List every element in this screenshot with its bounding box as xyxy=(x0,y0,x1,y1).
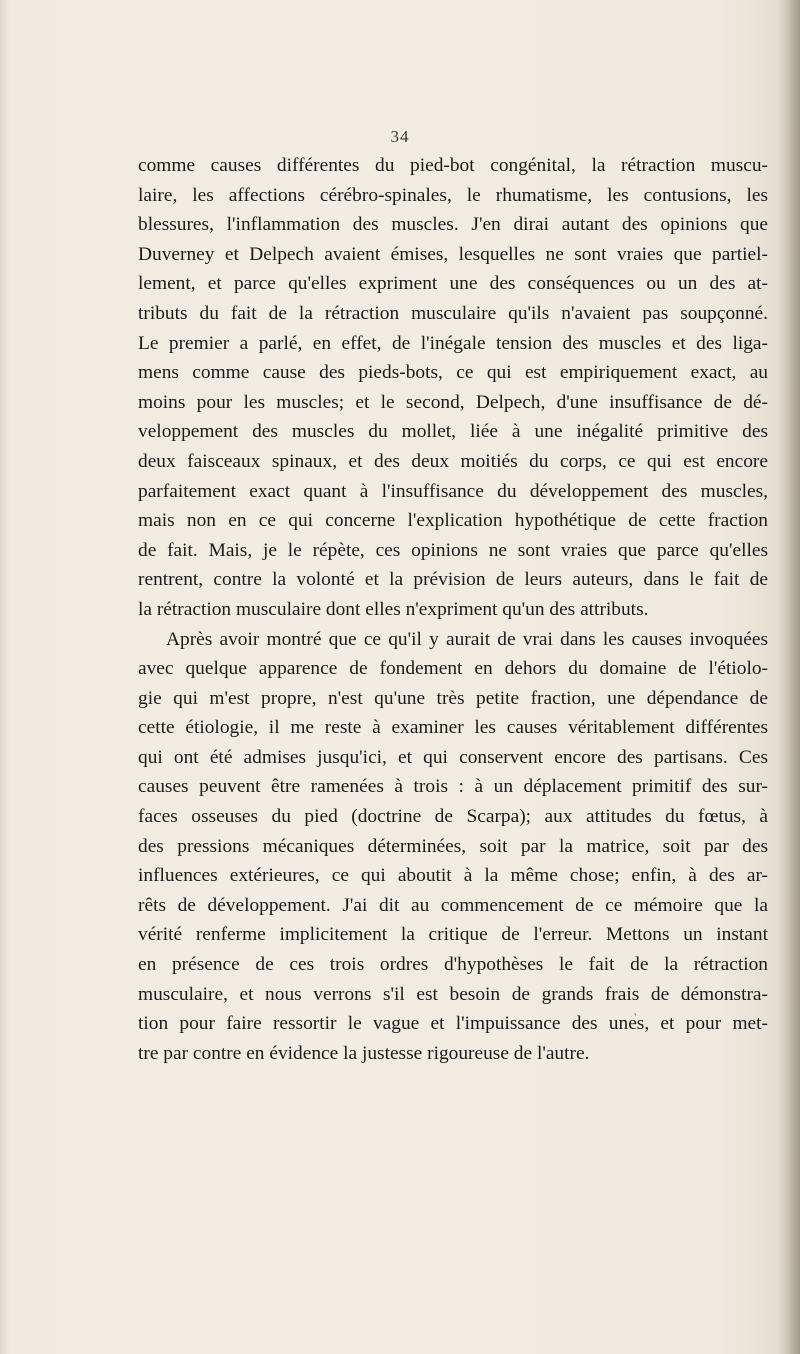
text-line: tion pour faire ressortir le vague et l'impuissance des unes, et pour met- xyxy=(138,1013,768,1035)
text-line: en présence de ces trois ordres d'hypothèses le fait de la rétraction xyxy=(138,954,768,976)
text-line: deux faisceaux spinaux, et des deux moitiés du corps, ce qui est encore xyxy=(138,450,768,472)
text-line: parfaitement exact quant à l'insuffisance du développement des muscles, xyxy=(138,480,768,502)
text-line: tre par contre en évidence la justesse rigoureuse de l'autre. xyxy=(138,1042,590,1064)
text-line: laire, les affections cérébro-spinales, le rhumatisme, les contusions, les xyxy=(138,184,768,206)
text-line: lement, et parce qu'elles expriment une des conséquences ou un des at- xyxy=(138,273,768,295)
ink-speck: ˏ xyxy=(632,1001,642,1017)
text-line: musculaire, et nous verrons s'il est besoin de grands frais de démonstra- xyxy=(138,983,768,1005)
text-line: avec quelque apparence de fondement en dehors du domaine de l'étiolo- xyxy=(138,658,768,680)
text-line: Duverney et Delpech avaient émises, lesquelles ne sont vraies que partiel- xyxy=(138,243,768,265)
text-line: vérité renferme implicitement la critique de l'erreur. Mettons un instant xyxy=(138,924,768,946)
text-line: qui ont été admises jusqu'ici, et qui conservent encore des partisans. Ces xyxy=(138,746,768,768)
text-line: comme causes différentes du pied-bot congénital, la rétraction muscu- xyxy=(138,155,768,176)
text-line: rentrent, contre la volonté et la prévision de leurs auteurs, dans le fait de xyxy=(138,569,768,591)
text-line: mens comme cause des pieds-bots, ce qui est empiriquement exact, au xyxy=(138,362,768,384)
text-line: tributs du fait de la rétraction musculaire qu'ils n'avaient pas soupçonné. xyxy=(138,302,768,324)
text-line: causes peuvent être ramenées à trois : à un déplacement primitif des sur- xyxy=(138,776,768,798)
text-line: de fait. Mais, je le répète, ces opinions ne sont vraies que parce qu'elles xyxy=(138,539,768,561)
text-line: Le premier a parlé, en effet, de l'inégale tension des muscles et des liga- xyxy=(138,332,768,354)
page-edge-shadow xyxy=(778,0,800,1354)
text-line: la rétraction musculaire dont elles n'expriment qu'un des attributs. xyxy=(138,598,649,620)
page-number: 34 xyxy=(390,127,410,146)
text-line-paragraph-start: Après avoir montré que ce qu'il y aurait de vrai dans les causes invoquées xyxy=(166,628,768,650)
text-line: rêts de développement. J'ai dit au commencement de ce mémoire que la xyxy=(138,894,768,916)
text-line: faces osseuses du pied (doctrine de Scarpa); aux attitudes du fœtus, à xyxy=(138,806,768,828)
text-line: influences extérieures, ce qui aboutit à la même chose; enfin, à des ar- xyxy=(138,865,768,887)
text-line: veloppement des muscles du mollet, liée à une inégalité primitive des xyxy=(138,421,768,443)
gutter-shadow xyxy=(0,0,10,1354)
text-line: gie qui m'est propre, n'est qu'une très petite fraction, une dépendance de xyxy=(138,687,768,709)
text-line: moins pour les muscles; et le second, Delpech, d'une insuffisance de dé- xyxy=(138,391,768,413)
text-line: mais non en ce qui concerne l'explication hypothétique de cette fraction xyxy=(138,510,768,532)
body-text xyxy=(138,151,768,1068)
text-line: blessures, l'inflammation des muscles. J'en dirai autant des opinions que xyxy=(138,214,768,236)
text-line: des pressions mécaniques déterminées, soit par la matrice, soit par des xyxy=(138,835,768,857)
text-line: cette étiologie, il me reste à examiner les causes véritablement différentes xyxy=(138,717,768,739)
